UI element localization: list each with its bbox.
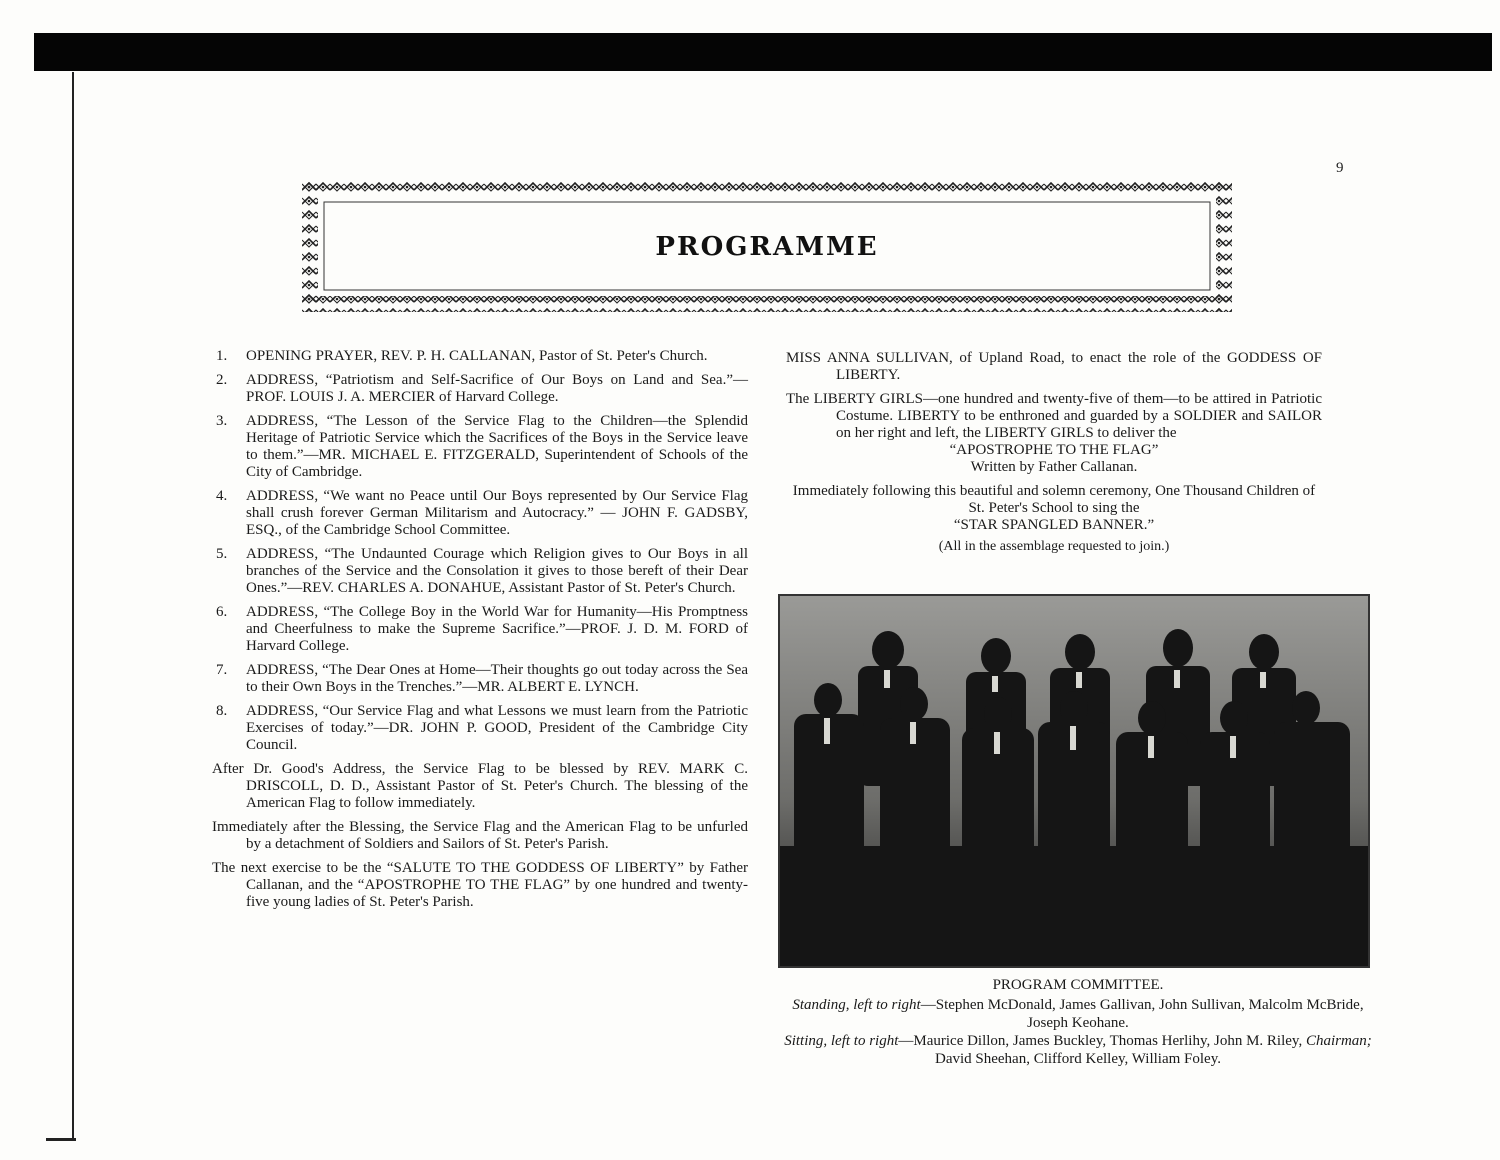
programme-paragraph: After Dr. Good's Address, the Service Flag to be blessed by REV. MARK C. DRISCOLL, D. D., Assistant Pastor of St. Peter's Church. The blessing of the American Flag to follow immediately. — [212, 761, 748, 811]
item-number: 4. — [216, 488, 228, 504]
item-number: 3. — [216, 413, 228, 429]
anthem-title: “STAR SPANGLED BANNER.” — [953, 517, 1155, 533]
programme-item — [212, 413, 748, 481]
page-number: 9 — [1336, 160, 1344, 176]
item-text: OPENING PRAYER, REV. P. H. CALLANAN, Pastor of St. Peter's Church. — [246, 348, 708, 364]
programme-left-column — [212, 348, 748, 918]
assemblage-note: (All in the assemblage requested to join.) — [938, 539, 1170, 554]
caption-sitting — [778, 1032, 1378, 1068]
goddess-paragraph: MISS ANNA SULLIVAN, of Upland Road, to enact the role of the GODDESS OF LIBERTY. — [786, 350, 1322, 383]
programme-item — [212, 348, 748, 365]
sitting-names: —Maurice Dillon, James Buckley, Thomas Herlihy, John M. Riley, — [898, 1033, 1303, 1049]
item-number: 1. — [216, 348, 228, 364]
photo-caption — [778, 976, 1378, 1068]
item-number: 6. — [216, 604, 228, 620]
item-text: ADDRESS, “We want no Peace until Our Boys represented by Our Service Flag shall crush forever German Militarism and Autocracy.” — JOHN F. GADSBY, ESQ., of the Cambridge School Committee. — [246, 488, 748, 538]
item-text: ADDRESS, “The Dear Ones at Home—Their thoughts go out today across the Sea to their Own Boys in the Trenches.”—MR. ALBERT E. LYNCH. — [246, 662, 748, 695]
programme-item — [212, 488, 748, 539]
programme-item — [212, 546, 748, 597]
title-frame — [302, 180, 1232, 312]
scan-left-edge — [72, 72, 74, 1140]
item-number: 5. — [216, 546, 228, 562]
item-text: ADDRESS, “The Undaunted Courage which Religion gives to Our Boys in all branches of the Service and the Consolation it gives to those bereft of their Dear Ones.”—REV. CHARLES A. DONAHUE, Assistant Pastor of St. Peter's Church. — [246, 546, 748, 596]
programme-paragraph: Immediately after the Blessing, the Service Flag and the American Flag to be unfurled by a detachment of Soldiers and Sailors of St. Peter's Parish. — [212, 819, 748, 852]
item-text: ADDRESS, “Our Service Flag and what Lessons we must learn from the Patriotic Exercises of today.”—DR. JOHN P. GOOD, President of the Cambridge City Council. — [246, 703, 748, 753]
programme-paragraph: The next exercise to be the “SALUTE TO THE GODDESS OF LIBERTY” by Father Callanan, and the “APOSTROPHE TO THE FLAG” by one hundred and twenty-five young ladies of St. Peter's Parish. — [212, 860, 748, 910]
standing-label: Standing, left to right — [792, 997, 921, 1013]
liberty-girls-paragraph: The LIBERTY GIRLS—one hundred and twenty-five of them—to be attired in Patriotic Costume. LIBERTY to be enthroned and guarded by a SOLDIER and SAILOR on her right and left, the LIBERTY GIRLS to deliver the — [786, 391, 1322, 441]
committee-photo — [778, 594, 1370, 968]
item-number: 8. — [216, 703, 228, 719]
programme-right-column — [786, 350, 1322, 555]
scan-left-foot — [46, 1138, 76, 1141]
sitting-names-rest: David Sheehan, Clifford Kelley, William Foley. — [934, 1051, 1221, 1067]
programme-item — [212, 703, 748, 754]
group-photo-illustration — [780, 596, 1368, 966]
standing-names: —Stephen McDonald, James Gallivan, John Sullivan, Malcolm McBride, Joseph Keohane. — [920, 997, 1364, 1031]
item-number: 7. — [216, 662, 228, 678]
item-text: ADDRESS, “The Lesson of the Service Flag to the Children—the Splendid Heritage of Patriotic Service which the Sacrifices of the Boys in the Service leave to them.”—MR. MICHAEL E. FITZGERALD, Superintendent of Schools of the City of Cambridge. — [246, 413, 748, 480]
item-number: 2. — [216, 372, 228, 388]
caption-heading: PROGRAM COMMITTEE. — [992, 977, 1164, 993]
item-text: ADDRESS, “The College Boy in the World War for Humanity—His Promptness and Cheerfulness to make the Supreme Sacrifice.”—PROF. J. D. M. FORD of Harvard College. — [246, 604, 748, 654]
programme-item — [212, 604, 748, 655]
item-text: ADDRESS, “Patriotism and Self-Sacrifice of Our Boys on Land and Sea.”—PROF. LOUIS J. A. MERCIER of Harvard College. — [246, 372, 748, 405]
chairman-label: Chairman; — [1305, 1033, 1372, 1049]
anthem-paragraph: Immediately following this beautiful and solemn ceremony, One Thousand Children of St. Peter's School to sing the — [792, 483, 1316, 516]
caption-standing — [778, 996, 1378, 1032]
apostrophe-author: Written by Father Callanan. — [970, 459, 1138, 475]
programme-item — [212, 372, 748, 406]
apostrophe-title: “APOSTROPHE TO THE FLAG” — [949, 442, 1159, 458]
programme-item — [212, 662, 748, 696]
page-title: PROGRAMME — [655, 232, 879, 262]
scan-top-edge — [34, 33, 1492, 71]
sitting-label: Sitting, left to right — [784, 1033, 899, 1049]
